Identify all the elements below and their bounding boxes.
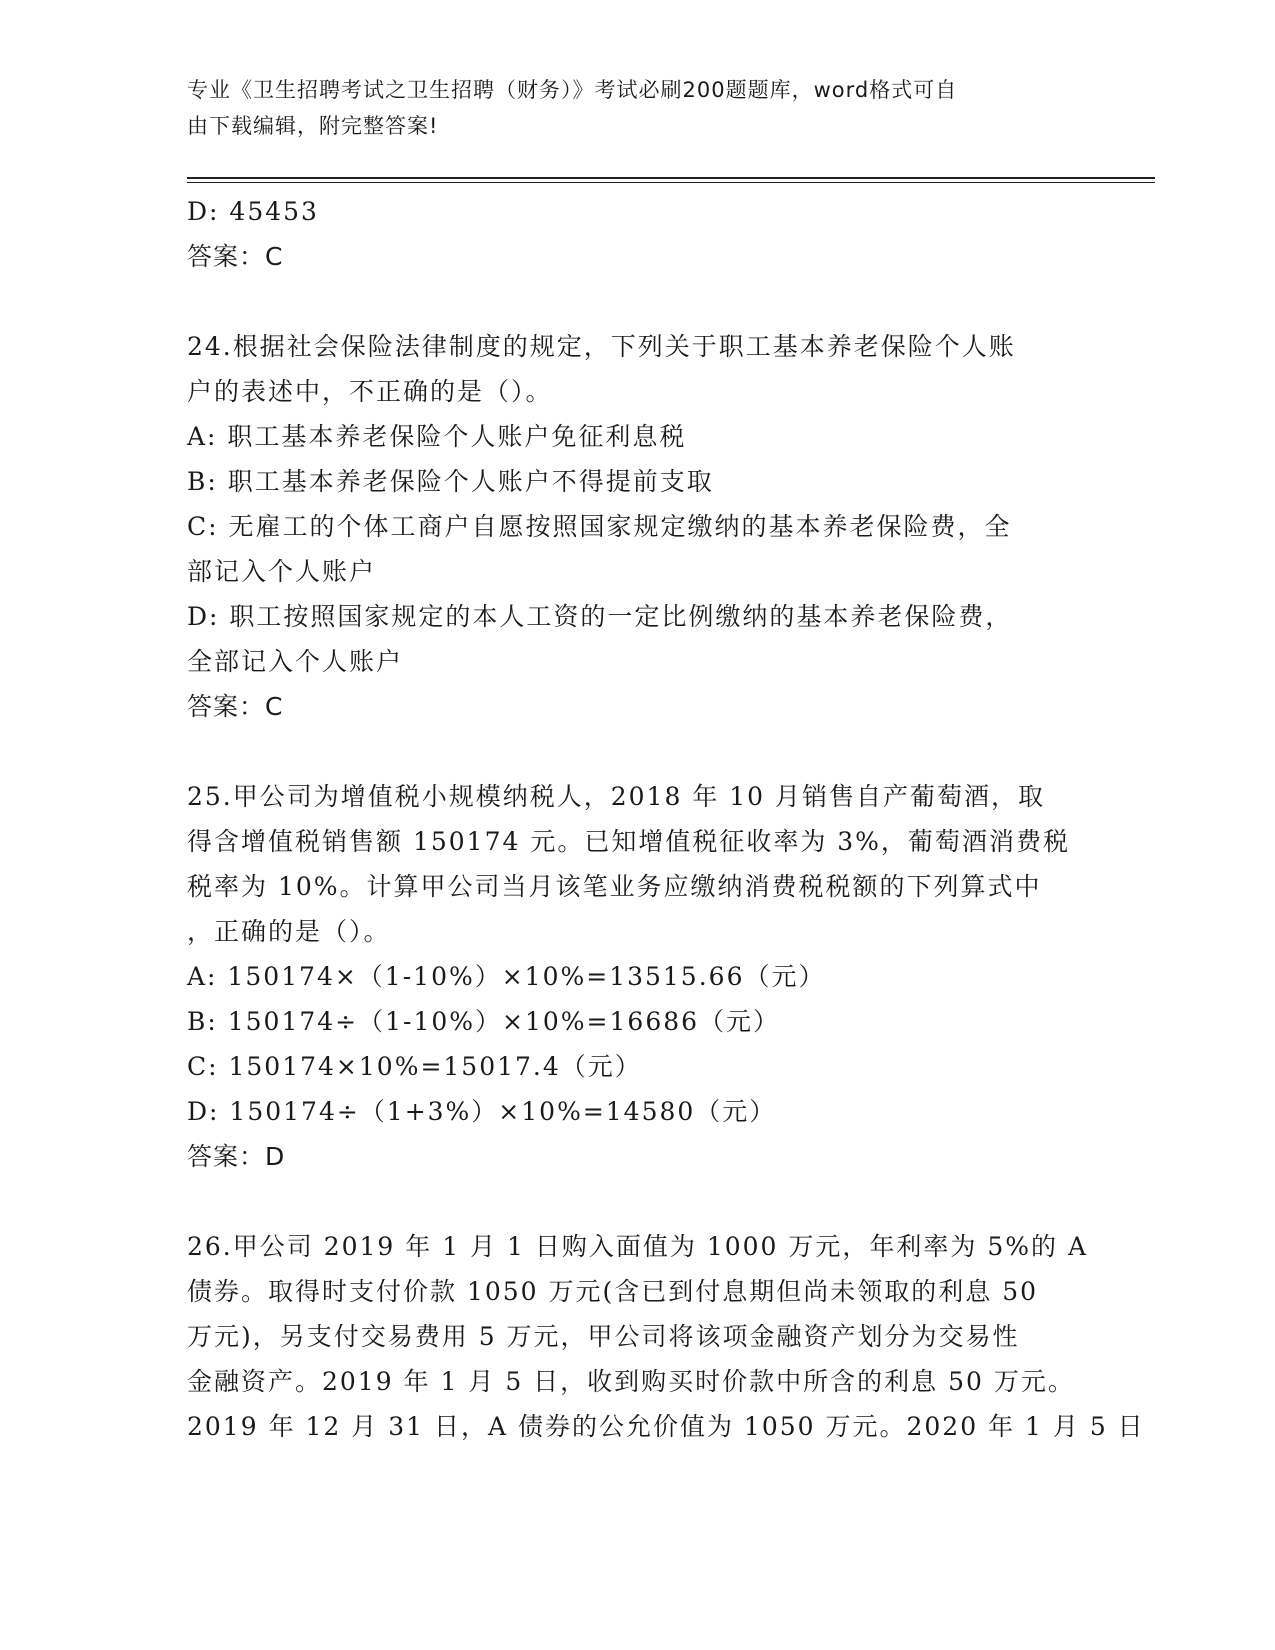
spacer	[187, 279, 1087, 324]
question-24-option-c-line-2: 部记入个人账户	[187, 557, 377, 586]
option-d-prev: D: 45453	[187, 197, 319, 226]
question-25-line-2: 得含增值税销售额 150174 元。已知增值税征收率为 3%，葡萄酒消费税	[187, 827, 1070, 856]
header-line-1: 专业《卫生招聘考试之卫生招聘（财务）》考试必刷200题题库，word格式可自	[187, 78, 958, 102]
question-25-line-1: 25.甲公司为增值税小规模纳税人，2018 年 10 月销售自产葡萄酒，取	[187, 782, 1046, 811]
question-24-option-c-line-1: C: 无雇工的个体工商户自愿按照国家规定缴纳的基本养老保险费，全	[187, 512, 1012, 541]
question-24-option-b: B: 职工基本养老保险个人账户不得提前支取	[187, 467, 714, 496]
question-25-line-4: ，正确的是（）。	[187, 917, 391, 946]
header-rule-thick	[187, 177, 1155, 179]
question-25-option-d: D: 150174÷（1+3%）×10%=14580（元）	[187, 1097, 777, 1126]
question-26-line-4: 金融资产。2019 年 1 月 5 日，收到购买时价款中所含的利息 50 万元。	[187, 1367, 1075, 1396]
question-24-option-d-line-2: 全部记入个人账户	[187, 647, 404, 676]
question-24-line-1: 24.根据社会保险法律制度的规定，下列关于职工基本养老保险个人账	[187, 332, 1016, 361]
question-25-line-3: 税率为 10%。计算甲公司当月该笔业务应缴纳消费税税额的下列算式中	[187, 872, 1042, 901]
spacer	[187, 1179, 1087, 1224]
question-25-answer: 答案：D	[187, 1142, 286, 1171]
question-25-option-b: B: 150174÷（1-10%）×10%=16686（元）	[187, 1007, 781, 1036]
question-25-option-a: A: 150174×（1-10%）×10%=13515.66（元）	[187, 962, 826, 991]
question-24-line-2: 户的表述中，不正确的是（）。	[187, 377, 553, 406]
header-rule-thin	[187, 182, 1155, 183]
question-26-line-2: 债券。取得时支付价款 1050 万元(含已到付息期但尚未领取的利息 50	[187, 1277, 1039, 1306]
question-24-option-a: A: 职工基本养老保险个人账户免征利息税	[187, 422, 687, 451]
question-24-option-d-line-1: D: 职工按照国家规定的本人工资的一定比例缴纳的基本养老保险费，	[187, 602, 1013, 631]
question-26-line-5: 2019 年 12 月 31 日，A 债券的公允价值为 1050 万元。2020 年 1 月 5 日	[187, 1412, 1145, 1441]
question-26-line-1: 26.甲公司 2019 年 1 月 1 日购入面值为 1000 万元，年利率为 5%的 A	[187, 1232, 1089, 1261]
question-26-line-3: 万元)，另支付交易费用 5 万元，甲公司将该项金融资产划分为交易性	[187, 1322, 1020, 1351]
header-line-2: 由下载编辑，附完整答案!	[187, 114, 439, 138]
page-header	[187, 72, 1087, 144]
spacer	[187, 729, 1087, 774]
document-body	[187, 189, 1145, 1449]
answer-prev: 答案：C	[187, 242, 284, 271]
question-24-answer: 答案：C	[187, 692, 284, 721]
question-25-option-c: C: 150174×10%=15017.4（元）	[187, 1052, 642, 1081]
